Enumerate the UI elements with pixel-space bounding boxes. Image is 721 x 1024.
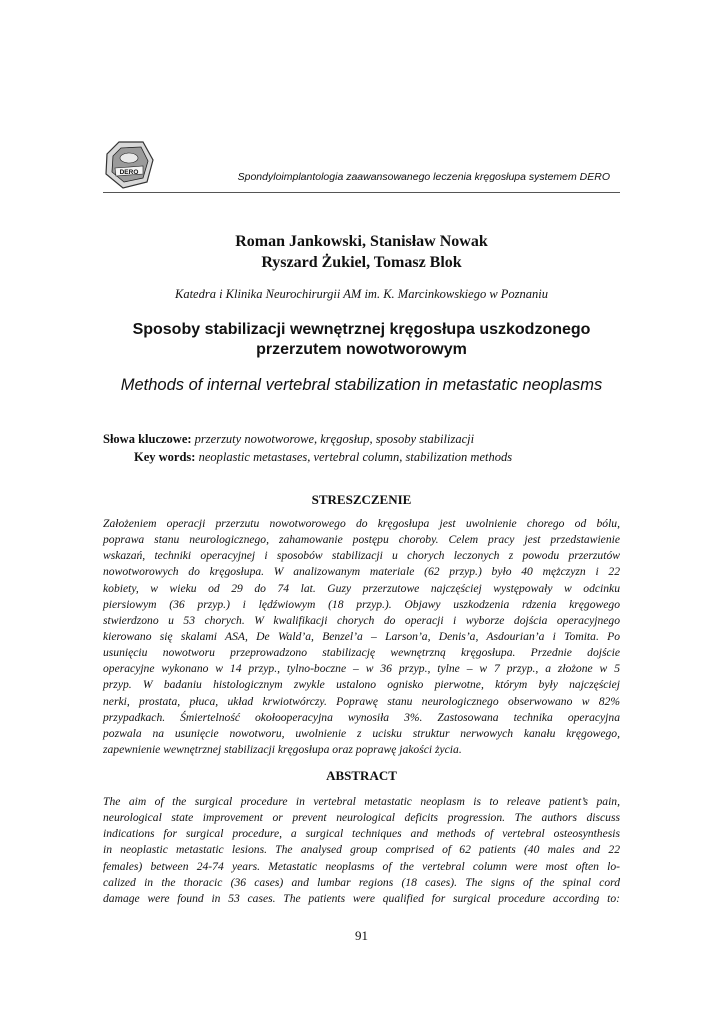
streszczenie-line: stwierdzono u 53 chorych. W kwalifikacji chorych do operacji i wyborze dojścia operacyjnego	[103, 613, 620, 627]
keywords-english	[134, 450, 512, 465]
authors-line-1: Roman Jankowski, Stanisław Nowak	[235, 233, 488, 250]
streszczenie-line: kierowano się skalami ASA, De Wald’a, Benzel’a – Larson’a, Denis’a, Asdourian’a i Tomita. Po	[103, 629, 620, 643]
abstract-line: indications for surgical procedure, a surgical techniques and methods of vertebral osteosynthesis	[103, 827, 620, 841]
abstract-heading: ABSTRACT	[326, 768, 397, 783]
streszczenie-line: kobiety, w wieku od 29 do 74 lat. Guzy przerzutowe najczęściej występowały w odcinku	[103, 581, 620, 595]
title-polish	[103, 320, 620, 360]
streszczenie-line: przypadkach. Śmiertelność okołooperacyjna wynosiła 3%. Zastosowana technika operacyjna	[103, 710, 620, 724]
streszczenie-heading: STRESZCZENIE	[311, 492, 412, 507]
keywords-polish-text: przerzuty nowotworowe, kręgosłup, sposoby stabilizacji	[191, 432, 475, 446]
authors-line-2: Ryszard Żukiel, Tomasz Blok	[261, 254, 462, 271]
title-english: Methods of internal vertebral stabilization in metastatic neoplasms	[120, 376, 603, 394]
running-head: Spondyloimplantologia zaawansowanego leczenia kręgosłupa systemem DERO	[237, 171, 610, 183]
title-polish-line-2: przerzutem nowotworowym	[256, 341, 467, 358]
streszczenie-line: operacyjne wykonano w 14 przyp., tylno-boczne – w 36 przyp., tylne – w 7 przyp., a złożone w 5	[103, 662, 620, 676]
keywords-polish-label: Słowa kluczowe:	[103, 432, 192, 446]
title-polish-line-1: Sposoby stabilizacji wewnętrznej kręgosłupa uszkodzonego	[132, 321, 591, 338]
streszczenie-line: wskazań, techniki operacyjnej i sposobów stabilizacji u chorych leczonych z powodu przerzutów	[103, 549, 620, 563]
streszczenie-line: usunięciu nowotworu przeprowadzono stabilizację wewnętrzną kręgosłupa. Przednie dojście	[103, 646, 620, 660]
streszczenie-line: nowotworowych do kręgosłupa. W analizowanym materiale (62 przyp.) było 40 mężczyzn i 22	[103, 565, 620, 579]
affiliation: Katedra i Klinika Neurochirurgii AM im. K. Marcinkowskiego w Poznaniu	[174, 287, 549, 301]
abstract-line: calized in the thoracic (36 cases) and lumbar regions (18 cases). The signs of the spinal cord	[103, 875, 620, 889]
streszczenie-line: pozwala na usunięcie nowotworu, uwolnienie z ucisku struktur nerwowych kanału kręgowego,	[103, 726, 620, 740]
abstract-line: in neoplastic metastatic lesions. The analysed group comprised of 62 patients (40 males and 22	[103, 843, 620, 857]
abstract-text	[103, 794, 620, 907]
keywords-polish	[103, 432, 474, 447]
logo-text: DERO	[119, 169, 139, 176]
keywords-english-text: neoplastic metastases, vertebral column, stabilization methods	[195, 450, 513, 464]
dero-logo	[103, 140, 155, 190]
keywords-english-label: Key words:	[134, 450, 196, 464]
streszczenie-line: przyp. W badaniu histologicznym zwykle ustalono ognisko pierwotne, którym były najczęściej	[103, 678, 620, 692]
abstract-line: females) between 24-74 years. Metastatic neoplasms of the vertebral column were most often lo-	[103, 859, 620, 873]
abstract-line: neurological state improvement or prevent neurological deficits progression. The authors discuss	[103, 811, 620, 825]
streszczenie-line: zapewnienie wewnętrznej stabilizacji kręgosłupa oraz poprawę jakości życia.	[103, 742, 462, 756]
page-number: 91	[355, 928, 368, 943]
abstract-line: damage were found in 53 cases. The patients were qualified for surgical procedure according to:	[103, 891, 620, 905]
streszczenie-line: Założeniem operacji przerzutu nowotworowego do kręgosłupa jest uwolnienie chorego od bólu,	[103, 517, 620, 530]
streszczenie-line: piersiowym (36 przyp.) i lędźwiowym (18 przyp.). Objawy uszkodzenia rdzenia kręgowego	[103, 597, 620, 611]
streszczenie-line: nerki, prostata, płuca, układ krwiotwórczy. Poprawę stanu neurologicznego obserwowano w 82%	[103, 694, 620, 708]
abstract-line: The aim of the surgical procedure in vertebral metastatic neoplasm is to releave patient’s pain,	[103, 795, 620, 808]
authors	[103, 231, 620, 273]
streszczenie-line: poprawa stanu neurologicznego, zahamowanie postępu choroby. Celem pracy jest przedstawienie	[103, 533, 620, 547]
header-rule	[103, 192, 620, 193]
streszczenie-text	[103, 516, 620, 758]
